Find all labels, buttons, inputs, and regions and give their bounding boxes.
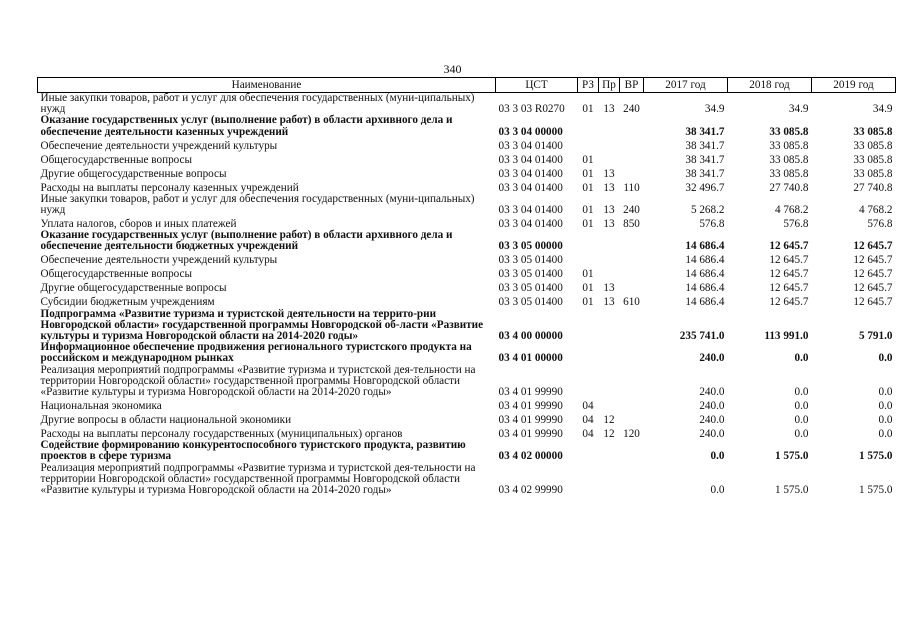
table-row <box>38 216 896 230</box>
row-value-2018: 12 645.7 <box>769 282 809 295</box>
row-pr: 13 <box>603 204 615 217</box>
row-name: Содействие формированию конкурентоспособного туристского продукта, развитию проектов в сфере туризма <box>40 439 466 463</box>
row-pr: 13 <box>603 282 615 295</box>
row-pr <box>599 138 620 152</box>
table-row <box>38 281 896 295</box>
row-value-2018: 27 740.8 <box>769 181 809 194</box>
row-rz: 01 <box>582 181 594 194</box>
row-rz: 04 <box>582 400 594 413</box>
row-value-2019: 0.0 <box>878 428 893 441</box>
row-value-2018: 0.0 <box>794 386 809 399</box>
row-value-2019: 12 645.7 <box>853 296 893 309</box>
table-row <box>38 365 896 399</box>
row-value-2019: 33 085.8 <box>853 153 893 166</box>
row-value-2018: 12 645.7 <box>769 240 809 253</box>
header-name: Наименование <box>38 78 496 93</box>
row-name: Субсидии бюджетным учреждениям <box>40 296 215 309</box>
row-name: Подпрограмма «Развитие туризма и туристской деятельности на террито-рии Новгородской области» государственной программы Новгородской об-ласти «Развитие культуры и туризма Новгородской области на 2014-2020 годы» <box>40 307 484 343</box>
row-rz: 01 <box>582 282 594 295</box>
row-value-2019: 33 085.8 <box>853 167 893 180</box>
table-row <box>38 115 896 137</box>
row-rz <box>578 342 599 364</box>
row-value-2019: 0.0 <box>878 414 893 427</box>
row-pr: 12 <box>603 414 615 427</box>
row-value-2017: 14 686.4 <box>685 282 725 295</box>
row-vr: 110 <box>623 181 640 194</box>
row-value-2019: 12 645.7 <box>853 268 893 281</box>
row-vr <box>620 365 644 399</box>
row-vr <box>620 281 644 295</box>
row-cst: 03 3 05 01400 <box>498 296 563 309</box>
row-pr: 13 <box>603 218 615 231</box>
row-value-2018: 34.9 <box>788 103 809 116</box>
row-pr: 13 <box>603 103 615 116</box>
row-value-2019: 0.0 <box>878 352 893 365</box>
row-value-2017: 240.0 <box>699 400 725 413</box>
row-vr <box>620 166 644 180</box>
row-value-2018: 0.0 <box>794 400 809 413</box>
row-cst: 03 4 01 99990 <box>498 428 563 441</box>
row-name: Обеспечение деятельности учреждений культуры <box>40 139 278 152</box>
row-name: Другие вопросы в области национальной экономики <box>40 414 292 427</box>
row-value-2018: 1 575.0 <box>774 450 809 463</box>
row-cst: 03 3 04 00000 <box>498 125 563 138</box>
row-value-2017: 240.0 <box>699 352 725 365</box>
row-pr <box>599 463 620 497</box>
row-cst: 03 3 05 00000 <box>498 240 563 253</box>
row-vr <box>620 412 644 426</box>
row-vr: 610 <box>623 296 640 309</box>
row-cst: 03 3 04 01400 <box>498 204 563 217</box>
table-row <box>38 152 896 166</box>
row-cst: 03 3 04 01400 <box>498 139 563 152</box>
row-cst: 03 3 04 01400 <box>498 218 563 231</box>
row-value-2017: 0.0 <box>710 484 725 497</box>
row-name: Информационное обеспечение продвижения регионального туристского продукта на российском и международном рынках <box>40 341 472 365</box>
row-value-2018: 4 768.2 <box>774 204 809 217</box>
row-vr: 240 <box>623 204 640 217</box>
row-name: Уплата налогов, сборов и иных платежей <box>40 218 237 231</box>
row-cst: 03 3 05 01400 <box>498 268 563 281</box>
row-value-2019: 576.8 <box>867 218 893 231</box>
row-value-2017: 38 341.7 <box>685 167 725 180</box>
table-row <box>38 440 896 462</box>
row-rz <box>578 440 599 462</box>
header-cst: ЦСТ <box>496 78 578 93</box>
table-row <box>38 463 896 497</box>
row-rz: 01 <box>582 103 594 116</box>
table-row <box>38 342 896 364</box>
row-cst: 03 4 01 99990 <box>498 414 563 427</box>
row-value-2017: 0.0 <box>710 450 725 463</box>
row-value-2019: 1 575.0 <box>858 484 893 497</box>
budget-table <box>37 77 896 496</box>
row-cst: 03 4 00 00000 <box>498 330 563 343</box>
table-header-row <box>38 78 896 93</box>
row-vr <box>620 253 644 267</box>
row-value-2017: 14 686.4 <box>685 296 725 309</box>
row-vr <box>620 267 644 281</box>
row-rz: 01 <box>582 167 594 180</box>
row-value-2019: 0.0 <box>878 400 893 413</box>
row-vr <box>620 440 644 462</box>
row-value-2018: 576.8 <box>783 218 809 231</box>
row-value-2018: 12 645.7 <box>769 296 809 309</box>
row-value-2017: 5 268.2 <box>690 204 725 217</box>
row-value-2019: 34.9 <box>872 103 893 116</box>
row-vr <box>620 342 644 364</box>
row-value-2017: 34.9 <box>704 103 725 116</box>
row-vr: 850 <box>623 218 640 231</box>
table-row <box>38 166 896 180</box>
row-pr <box>599 342 620 364</box>
row-name: Реализация мероприятий подпрограммы «Развитие туризма и туристской дея-тельности на территории Новгородской области» государственной программы Новгородской области «Развитие культуры и туризма Новгородской области на 2014-2020 годы» <box>40 461 476 497</box>
row-name: Общегосударственные вопросы <box>40 153 193 166</box>
row-cst: 03 4 01 99990 <box>498 386 563 399</box>
row-value-2019: 5 791.0 <box>858 330 893 343</box>
table-row <box>38 180 896 194</box>
row-value-2017: 240.0 <box>699 428 725 441</box>
row-cst: 03 4 01 00000 <box>498 352 563 365</box>
row-value-2017: 32 496.7 <box>685 181 725 194</box>
header-2019: 2019 год <box>812 78 896 93</box>
row-value-2019: 0.0 <box>878 386 893 399</box>
header-2017: 2017 год <box>644 78 728 93</box>
row-value-2017: 14 686.4 <box>685 254 725 267</box>
row-value-2017: 38 341.7 <box>685 139 725 152</box>
row-pr: 13 <box>603 296 615 309</box>
row-value-2017: 235 741.0 <box>679 330 725 343</box>
row-rz <box>578 253 599 267</box>
row-cst: 03 4 01 99990 <box>498 400 563 413</box>
row-rz <box>578 230 599 252</box>
row-rz <box>578 309 599 343</box>
row-pr: 12 <box>603 428 615 441</box>
row-cst: 03 4 02 00000 <box>498 450 563 463</box>
row-value-2017: 38 341.7 <box>685 125 725 138</box>
row-cst: 03 4 02 99990 <box>498 484 563 497</box>
row-pr <box>599 267 620 281</box>
row-value-2018: 12 645.7 <box>769 254 809 267</box>
row-cst: 03 3 04 01400 <box>498 181 563 194</box>
table-row <box>38 267 896 281</box>
row-name: Обеспечение деятельности учреждений культуры <box>40 254 278 267</box>
row-rz: 01 <box>582 296 594 309</box>
header-rz: РЗ <box>578 78 599 93</box>
row-vr: 240 <box>623 103 640 116</box>
row-pr <box>599 398 620 412</box>
row-rz <box>578 138 599 152</box>
row-value-2017: 240.0 <box>699 414 725 427</box>
row-value-2018: 113 991.0 <box>764 330 809 343</box>
row-rz <box>578 463 599 497</box>
row-value-2019: 1 575.0 <box>858 450 893 463</box>
page-number: 340 <box>443 62 462 76</box>
row-vr <box>620 398 644 412</box>
table-row <box>38 230 896 252</box>
row-rz <box>578 115 599 137</box>
row-value-2018: 33 085.8 <box>769 153 809 166</box>
row-cst: 03 3 05 01400 <box>498 282 563 295</box>
row-vr <box>620 463 644 497</box>
table-row <box>38 93 896 116</box>
row-pr <box>599 152 620 166</box>
table-row <box>38 295 896 309</box>
header-2018: 2018 год <box>728 78 812 93</box>
row-value-2017: 14 686.4 <box>685 268 725 281</box>
row-vr: 120 <box>623 428 640 441</box>
row-name: Иные закупки товаров, работ и услуг для обеспечения государственных (муни-ципальных) нужд <box>40 192 475 217</box>
row-name: Оказание государственных услуг (выполнение работ) в области архивного дела и обеспечение деятельности бюджетных учреждений <box>40 229 453 253</box>
row-value-2018: 33 085.8 <box>769 167 809 180</box>
row-value-2017: 576.8 <box>699 218 725 231</box>
row-cst: 03 3 05 01400 <box>498 254 563 267</box>
row-rz: 01 <box>582 153 594 166</box>
row-rz: 01 <box>582 204 594 217</box>
row-name: Оказание государственных услуг (выполнение работ) в области архивного дела и обеспечение деятельности казенных учреждений <box>40 114 453 138</box>
row-cst: 03 3 04 01400 <box>498 153 563 166</box>
table-row <box>38 253 896 267</box>
row-value-2019: 12 645.7 <box>853 282 893 295</box>
row-value-2019: 4 768.2 <box>858 204 893 217</box>
row-name: Расходы на выплаты персоналу государственных (муниципальных) органов <box>40 428 403 441</box>
row-rz <box>578 365 599 399</box>
table-row <box>38 412 896 426</box>
row-value-2018: 12 645.7 <box>769 268 809 281</box>
row-value-2019: 27 740.8 <box>853 181 893 194</box>
row-value-2019: 12 645.7 <box>853 240 893 253</box>
row-value-2018: 33 085.8 <box>769 139 809 152</box>
row-value-2019: 33 085.8 <box>853 125 893 138</box>
table-row <box>38 398 896 412</box>
row-value-2019: 33 085.8 <box>853 139 893 152</box>
row-value-2017: 14 686.4 <box>685 240 725 253</box>
row-value-2018: 0.0 <box>794 414 809 427</box>
row-value-2018: 0.0 <box>794 352 809 365</box>
row-pr <box>599 365 620 399</box>
row-rz: 04 <box>582 428 594 441</box>
row-name: Другие общегосударственные вопросы <box>40 282 227 295</box>
row-rz: 01 <box>582 218 594 231</box>
row-name: Национальная экономика <box>40 400 162 413</box>
row-value-2018: 33 085.8 <box>769 125 809 138</box>
row-value-2017: 240.0 <box>699 386 725 399</box>
row-vr <box>620 138 644 152</box>
table-row <box>38 138 896 152</box>
row-pr <box>599 440 620 462</box>
row-rz: 04 <box>582 414 594 427</box>
row-value-2019: 12 645.7 <box>853 254 893 267</box>
row-name: Общегосударственные вопросы <box>40 268 193 281</box>
header-pr: Пр <box>599 78 620 93</box>
header-vr: ВР <box>620 78 644 93</box>
row-pr <box>599 230 620 252</box>
row-pr: 13 <box>603 181 615 194</box>
row-cst: 03 3 03 R0270 <box>498 103 565 116</box>
row-name: Иные закупки товаров, работ и услуг для обеспечения государственных (муни-ципальных) нужд <box>40 92 475 116</box>
row-rz: 01 <box>582 268 594 281</box>
table-row <box>38 194 896 216</box>
row-name: Реализация мероприятий подпрограммы «Развитие туризма и туристской дея-тельности на территории Новгородской области» государственной программы Новгородской области «Развитие культуры и туризма Новгородской области на 2014-2020 годы» <box>40 363 476 399</box>
row-vr <box>620 230 644 252</box>
row-name: Другие общегосударственные вопросы <box>40 167 227 180</box>
row-name: Расходы на выплаты персоналу казенных учреждений <box>40 181 299 194</box>
row-vr <box>620 152 644 166</box>
row-pr <box>599 115 620 137</box>
row-vr <box>620 309 644 343</box>
row-cst: 03 3 04 01400 <box>498 167 563 180</box>
table-row <box>38 426 896 440</box>
row-pr <box>599 309 620 343</box>
row-pr: 13 <box>603 167 615 180</box>
table-body <box>38 93 896 497</box>
row-value-2018: 0.0 <box>794 428 809 441</box>
row-pr <box>599 253 620 267</box>
row-value-2018: 1 575.0 <box>774 484 809 497</box>
row-value-2017: 38 341.7 <box>685 153 725 166</box>
table-row <box>38 309 896 343</box>
row-vr <box>620 115 644 137</box>
